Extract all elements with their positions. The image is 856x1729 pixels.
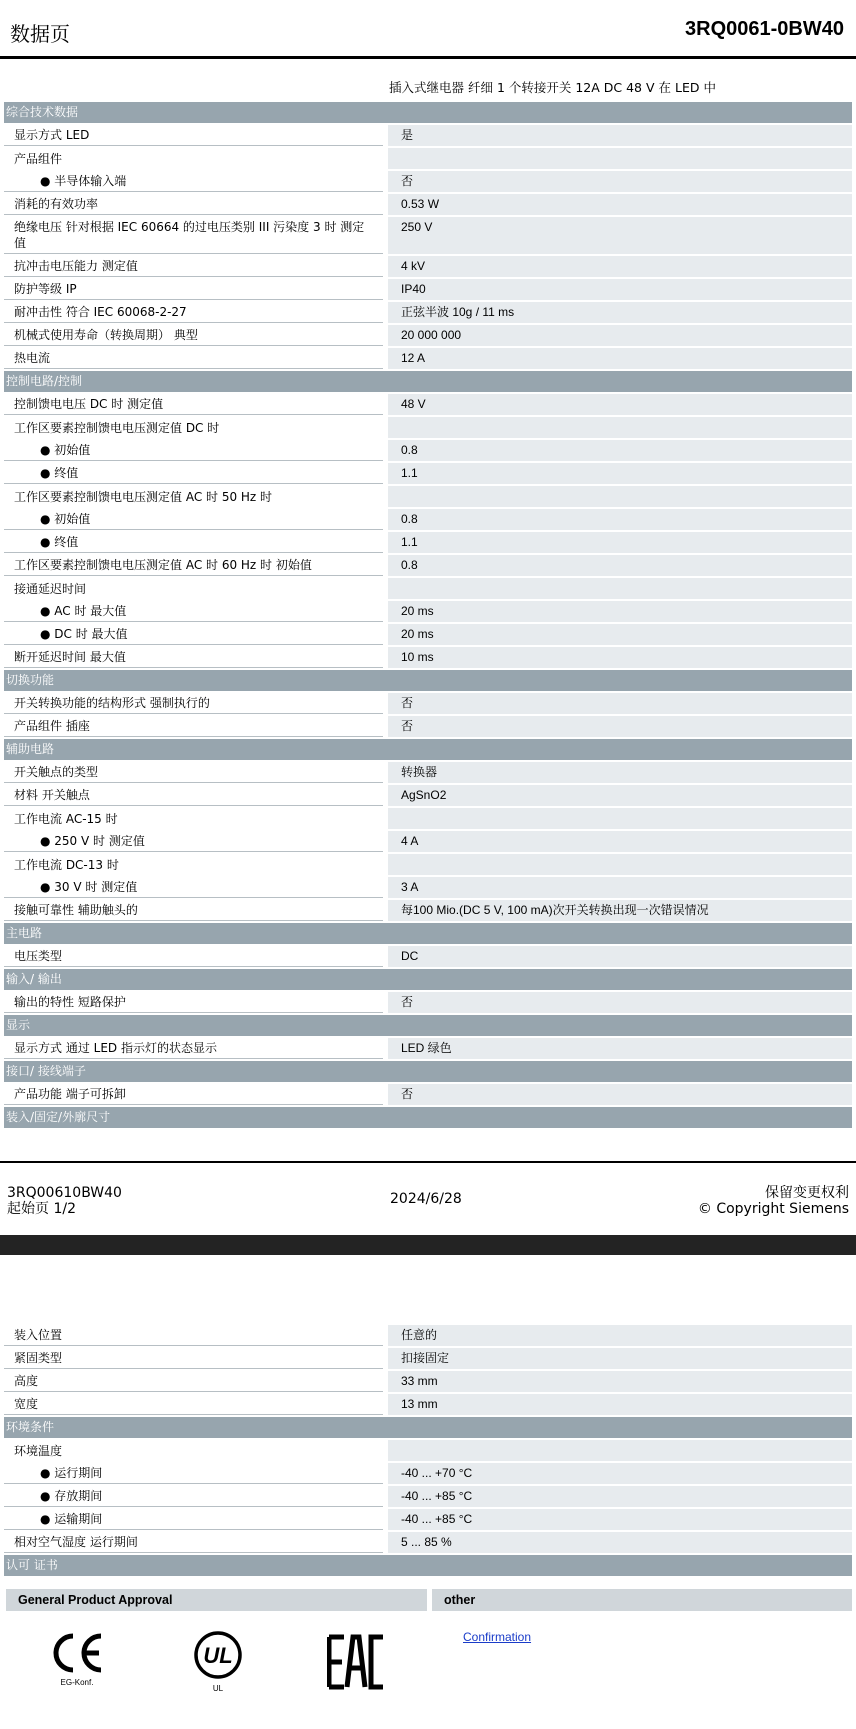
footer-date: 2024/6/28 — [390, 1191, 462, 1207]
spec-value: 否 — [388, 171, 852, 192]
spec-label: 环境温度 — [14, 1444, 63, 1458]
spec-label: 相对空气湿度 运行期间 — [4, 1532, 383, 1553]
spec-value: 20 ms — [388, 624, 852, 645]
spec-value: 0.8 — [388, 555, 852, 576]
section-header: 认可 证书 — [4, 1555, 852, 1576]
spec-value: 250 V — [388, 217, 852, 254]
spec-value: 正弦半波 10g / 11 ms — [388, 302, 852, 323]
svg-text:UL: UL — [203, 1643, 233, 1668]
spec-label: 工作区要素控制馈电电压测定值 AC 时 50 Hz 时 — [14, 490, 273, 504]
approvals-header-row — [6, 1589, 852, 1611]
spec-label: 宽度 — [4, 1394, 383, 1415]
spec-row — [4, 325, 852, 346]
spec-value: 1.1 — [388, 532, 852, 553]
spec-row — [4, 1038, 852, 1059]
spec-row — [4, 440, 852, 461]
spec-row — [4, 1348, 852, 1369]
spec-value: 0.8 — [388, 509, 852, 530]
footer-page-number: 起始页 1/2 — [7, 1201, 76, 1217]
spec-row — [4, 854, 852, 875]
spec-row — [4, 217, 852, 254]
spec-value: 20 ms — [388, 601, 852, 622]
spec-row — [4, 900, 852, 921]
spec-row — [4, 302, 852, 323]
section-header: 切换功能 — [4, 670, 852, 691]
spec-row — [4, 785, 852, 806]
spec-value: 13 mm — [388, 1394, 852, 1415]
spec-table-page-1 — [4, 102, 852, 1130]
spec-value: 0.8 — [388, 440, 852, 461]
spec-row — [4, 555, 852, 576]
spec-value: 10 ms — [388, 647, 852, 668]
spec-row — [4, 1084, 852, 1105]
spec-row — [4, 578, 852, 599]
page-header — [0, 0, 856, 59]
confirmation-link[interactable]: Confirmation — [463, 1630, 532, 1644]
spec-label: ● 250 V 时 测定值 — [4, 831, 383, 852]
spec-row — [4, 624, 852, 645]
spec-label: 高度 — [4, 1371, 383, 1392]
spec-row — [4, 1440, 852, 1461]
spec-row — [4, 808, 852, 829]
spec-value: 20 000 000 — [388, 325, 852, 346]
spec-value: 扣接固定 — [388, 1348, 852, 1369]
spec-value: 3 A — [388, 877, 852, 898]
spec-label: 材料 开关触点 — [4, 785, 383, 806]
page-separator — [0, 1235, 856, 1255]
spec-row — [4, 693, 852, 714]
spec-value: DC — [388, 946, 852, 967]
spec-label: ● 存放期间 — [4, 1486, 383, 1507]
spec-row — [4, 877, 852, 898]
spec-row — [4, 992, 852, 1013]
spec-label: 热电流 — [4, 348, 383, 369]
section-header: 输入/ 输出 — [4, 969, 852, 990]
spec-value: 0.53 W — [388, 194, 852, 215]
spec-row — [4, 148, 852, 169]
footer-left — [7, 1185, 122, 1217]
spec-label: 显示方式 LED — [4, 125, 383, 146]
footer-rights: 保留变更权利 — [765, 1185, 849, 1201]
page-title: 数据页 — [10, 22, 70, 46]
spec-value: 12 A — [388, 348, 852, 369]
spec-row — [4, 762, 852, 783]
spec-value: 48 V — [388, 394, 852, 415]
approval-column-other: other — [432, 1589, 852, 1611]
spec-label: 产品功能 端子可拆卸 — [4, 1084, 383, 1105]
spec-value: 4 kV — [388, 256, 852, 277]
spec-label: 消耗的有效功率 — [4, 194, 383, 215]
spec-label: 产品组件 — [14, 152, 63, 166]
spec-row — [4, 394, 852, 415]
spec-label: 耐冲击性 符合 IEC 60068-2-27 — [4, 302, 383, 323]
spec-row — [4, 1394, 852, 1415]
spec-value: 每100 Mio.(DC 5 V, 100 mA)次开关转换出现一次错误情况 — [388, 900, 852, 921]
spec-label: 电压类型 — [4, 946, 383, 967]
spec-value: 33 mm — [388, 1371, 852, 1392]
spec-row — [4, 1463, 852, 1484]
section-header: 显示 — [4, 1015, 852, 1036]
footer-right — [698, 1185, 849, 1217]
spec-label: 工作电流 DC-13 时 — [14, 858, 119, 872]
spec-label: 控制馈电电压 DC 时 测定值 — [4, 394, 383, 415]
spec-value: 转换器 — [388, 762, 852, 783]
spec-value — [388, 417, 852, 438]
spec-row — [4, 647, 852, 668]
spec-label: 工作区要素控制馈电电压测定值 DC 时 — [14, 421, 220, 435]
spec-value: IP40 — [388, 279, 852, 300]
spec-row — [4, 463, 852, 484]
spec-label: 抗冲击电压能力 测定值 — [4, 256, 383, 277]
section-header: 主电路 — [4, 923, 852, 944]
page-footer — [0, 1161, 856, 1235]
ce-mark-icon — [42, 1632, 112, 1687]
spec-label: 断开延迟时间 最大值 — [4, 647, 383, 668]
product-code: 3RQ0061-0BW40 — [685, 18, 844, 40]
spec-label: 工作电流 AC-15 时 — [14, 812, 118, 826]
section-header: 综合技术数据 — [4, 102, 852, 123]
spec-value — [388, 1440, 852, 1461]
spec-row — [4, 601, 852, 622]
footer-copyright: © Copyright Siemens — [697, 1201, 849, 1217]
ul-caption: UL — [212, 1684, 224, 1693]
spec-row — [4, 1325, 852, 1346]
spec-label: ● AC 时 最大值 — [4, 601, 383, 622]
spec-value — [388, 148, 852, 169]
spec-row — [4, 486, 852, 507]
spec-row — [4, 509, 852, 530]
section-header: 装入/固定/外廓尺寸 — [4, 1107, 852, 1128]
spec-label: ● 运输期间 — [4, 1509, 383, 1530]
spec-label: 机械式使用寿命（转换周期） 典型 — [4, 325, 383, 346]
spec-value: LED 绿色 — [388, 1038, 852, 1059]
spec-label: ● 终值 — [4, 532, 383, 553]
spec-row — [4, 716, 852, 737]
section-header: 环境条件 — [4, 1417, 852, 1438]
spec-row — [4, 1486, 852, 1507]
spec-row — [4, 1371, 852, 1392]
spec-value: 否 — [388, 693, 852, 714]
section-header: 接口/ 接线端子 — [4, 1061, 852, 1082]
spec-value: -40 ... +70 °C — [388, 1463, 852, 1484]
spec-table-page-2 — [4, 1325, 852, 1578]
spec-value — [388, 808, 852, 829]
spec-label: 开关触点的类型 — [4, 762, 383, 783]
spec-row — [4, 171, 852, 192]
product-description: 插入式继电器 纤细 1 个转接开关 12A DC 48 V 在 LED 中 — [389, 80, 716, 95]
spec-row — [4, 831, 852, 852]
spec-value: 4 A — [388, 831, 852, 852]
eac-mark-icon — [326, 1634, 388, 1694]
spec-label: 接触可靠性 辅助触头的 — [4, 900, 383, 921]
spec-value: 否 — [388, 992, 852, 1013]
spec-label: ● DC 时 最大值 — [4, 624, 383, 645]
spec-row — [4, 194, 852, 215]
spec-label: 装入位置 — [4, 1325, 383, 1346]
spec-row — [4, 417, 852, 438]
spec-row — [4, 1532, 852, 1553]
section-header: 控制电路/控制 — [4, 371, 852, 392]
spec-label: ● 运行期间 — [4, 1463, 383, 1484]
spec-label: 输出的特性 短路保护 — [4, 992, 383, 1013]
spec-row — [4, 256, 852, 277]
spec-label: ● 半导体输入端 — [4, 171, 383, 192]
spec-value: AgSnO2 — [388, 785, 852, 806]
spec-label: 紧固类型 — [4, 1348, 383, 1369]
spec-value: 否 — [388, 716, 852, 737]
spec-row — [4, 532, 852, 553]
spec-label: 产品组件 插座 — [4, 716, 383, 737]
footer-product-code: 3RQ00610BW40 — [7, 1185, 122, 1201]
spec-row — [4, 125, 852, 146]
spec-row — [4, 348, 852, 369]
spec-label: ● 终值 — [4, 463, 383, 484]
spec-value: 任意的 — [388, 1325, 852, 1346]
spec-label: 开关转换功能的结构形式 强制执行的 — [4, 693, 383, 714]
spec-value: 否 — [388, 1084, 852, 1105]
spec-label: 接通延迟时间 — [14, 582, 87, 596]
spec-value — [388, 486, 852, 507]
spec-value: 5 ... 85 % — [388, 1532, 852, 1553]
spec-row — [4, 946, 852, 967]
section-header: 辅助电路 — [4, 739, 852, 760]
spec-value: 1.1 — [388, 463, 852, 484]
spec-row — [4, 1509, 852, 1530]
spec-label: 防护等级 IP — [4, 279, 383, 300]
spec-label: 工作区要素控制馈电电压测定值 AC 时 60 Hz 时 初始值 — [4, 555, 383, 576]
spec-value: -40 ... +85 °C — [388, 1486, 852, 1507]
spec-value — [388, 854, 852, 875]
spec-value: 是 — [388, 125, 852, 146]
spec-label: ● 初始值 — [4, 509, 383, 530]
spec-label: 绝缘电压 针对根据 IEC 60664 的过电压类别 III 污染度 3 时 测定值 — [4, 217, 383, 254]
ce-caption: EG-Konf. — [60, 1678, 94, 1687]
spec-value — [388, 578, 852, 599]
ul-mark-icon — [190, 1630, 246, 1693]
spec-label: ● 初始值 — [4, 440, 383, 461]
spec-label: 显示方式 通过 LED 指示灯的状态显示 — [4, 1038, 383, 1059]
spec-row — [4, 279, 852, 300]
spec-value: -40 ... +85 °C — [388, 1509, 852, 1530]
spec-label: ● 30 V 时 测定值 — [4, 877, 383, 898]
approval-column-general: General Product Approval — [6, 1589, 427, 1611]
